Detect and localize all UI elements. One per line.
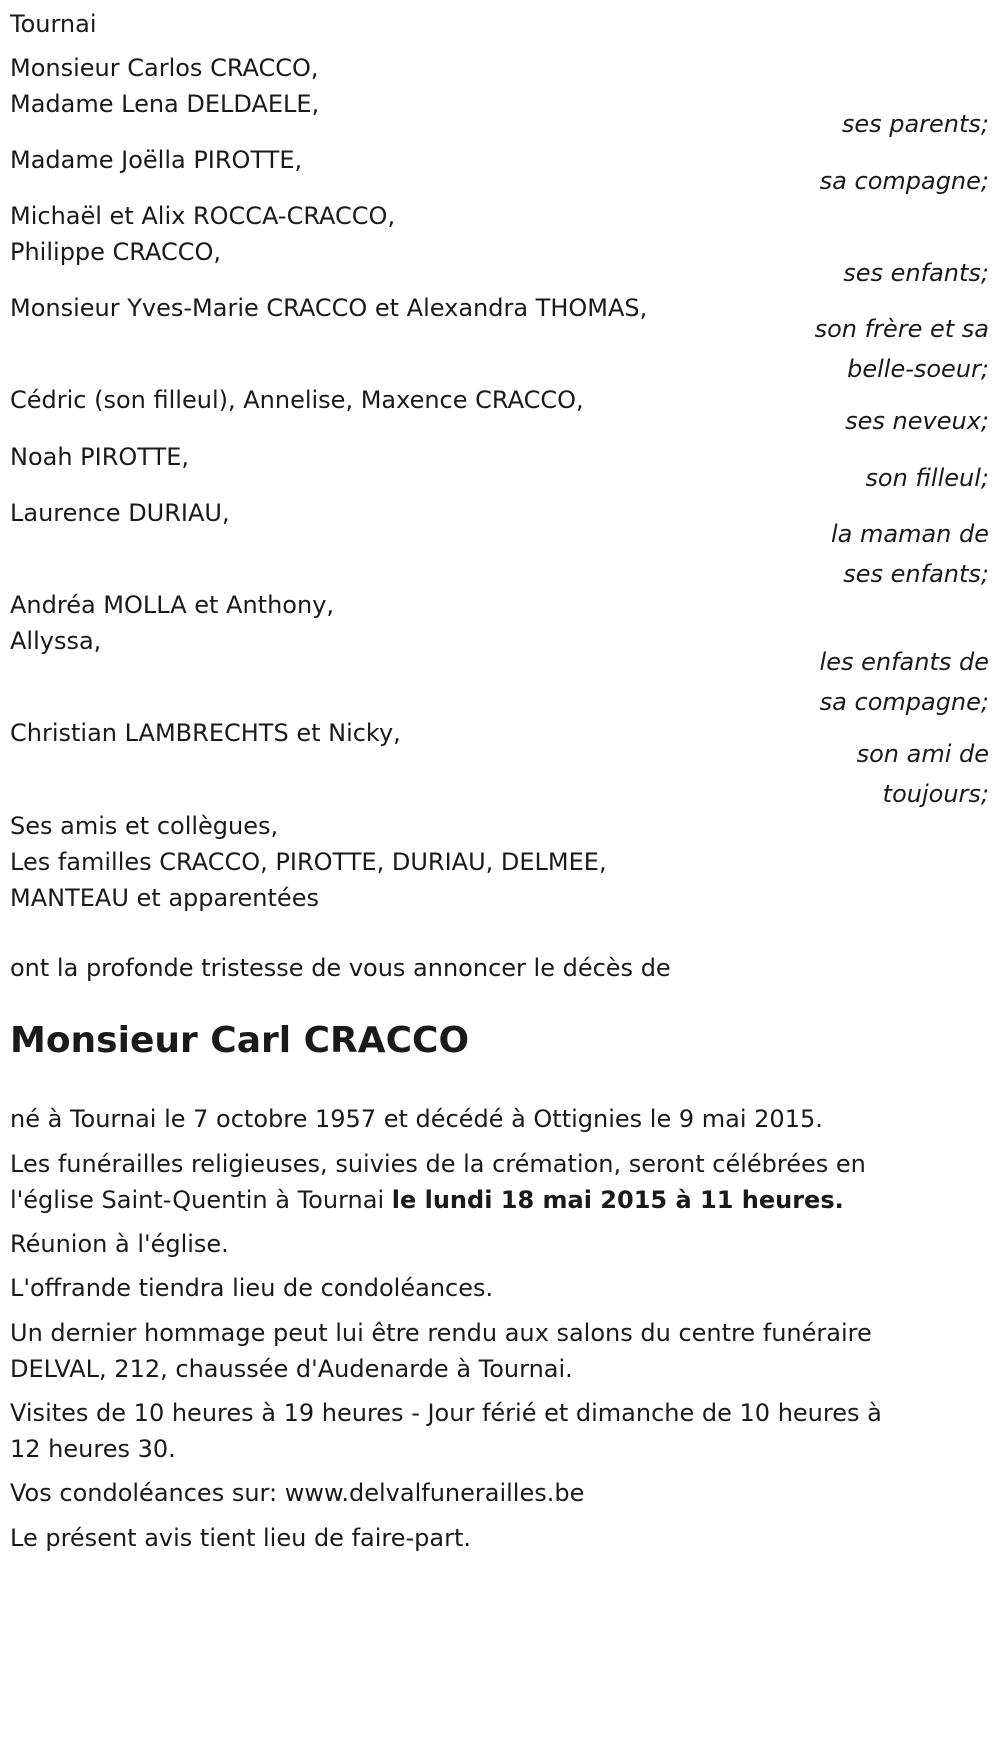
notice-line: Le présent avis tient lieu de faire-part. [10,1524,472,1552]
family-role: son filleul; [865,464,989,492]
others-line: Ses amis et collègues, [10,812,279,840]
funeral-place: l'église Saint-Quentin à Tournai [10,1186,392,1214]
funeral-date: le lundi 18 mai 2015 à 11 heures. [391,1186,844,1214]
birth-death-line: né à Tournai le 7 octobre 1957 et décédé à Ottignies le 9 mai 2015. [10,1105,823,1133]
family-name: Andréa MOLLA et Anthony, [10,591,335,619]
family-role: sa compagne; [819,167,989,195]
family-role: ses neveux; [845,407,989,435]
family-name: Madame Joëlla PIROTTE, [10,146,303,174]
offering-line: L'offrande tiendra lieu de condoléances. [10,1274,494,1302]
others-line: MANTEAU et apparentées [10,884,319,912]
family-name: Monsieur Yves-Marie CRACCO et Alexandra THOMAS, [10,294,648,322]
deceased-name: Monsieur Carl CRACCO [10,1020,470,1061]
family-role: son ami de toujours; [856,740,989,808]
family-name: Cédric (son filleul), Annelise, Maxence CRACCO, [10,386,584,414]
visits-line: 12 heures 30. [10,1435,176,1463]
condolences-line: Vos condoléances sur: www.delvalfunerailles.be [10,1479,585,1507]
family-role: ses enfants; [843,259,989,287]
family-name: Noah PIROTTE, [10,443,189,471]
reunion-line: Réunion à l'église. [10,1230,229,1258]
family-role: les enfants de sa compagne; [819,648,989,716]
family-role: la maman de ses enfants; [830,520,989,588]
visits-line: Visites de 10 heures à 19 heures - Jour férié et dimanche de 10 heures à [10,1399,882,1427]
announcement: ont la profonde tristesse de vous annoncer le décès de [10,954,671,982]
tribute-line: DELVAL, 212, chaussée d'Audenarde à Tournai. [10,1355,573,1383]
family-name: Madame Lena DELDAELE, [10,90,320,118]
funeral-line [10,1180,844,1220]
city: Tournai [10,10,97,38]
others-line: Les familles CRACCO, PIROTTE, DURIAU, DELMEE, [10,848,607,876]
family-name: Laurence DURIAU, [10,499,230,527]
family-name: Christian LAMBRECHTS et Nicky, [10,719,401,747]
family-name: Monsieur Carlos CRACCO, [10,54,319,82]
family-name: Michaël et Alix ROCCA-CRACCO, [10,202,396,230]
family-name: Allyssa, [10,627,102,655]
tribute-line: Un dernier hommage peut lui être rendu aux salons du centre funéraire [10,1319,872,1347]
family-name: Philippe CRACCO, [10,238,222,266]
family-role: son frère et sa belle-soeur; [814,315,989,383]
funeral-line: Les funérailles religieuses, suivies de la crémation, seront célébrées en [10,1150,866,1178]
family-role: ses parents; [841,110,989,138]
